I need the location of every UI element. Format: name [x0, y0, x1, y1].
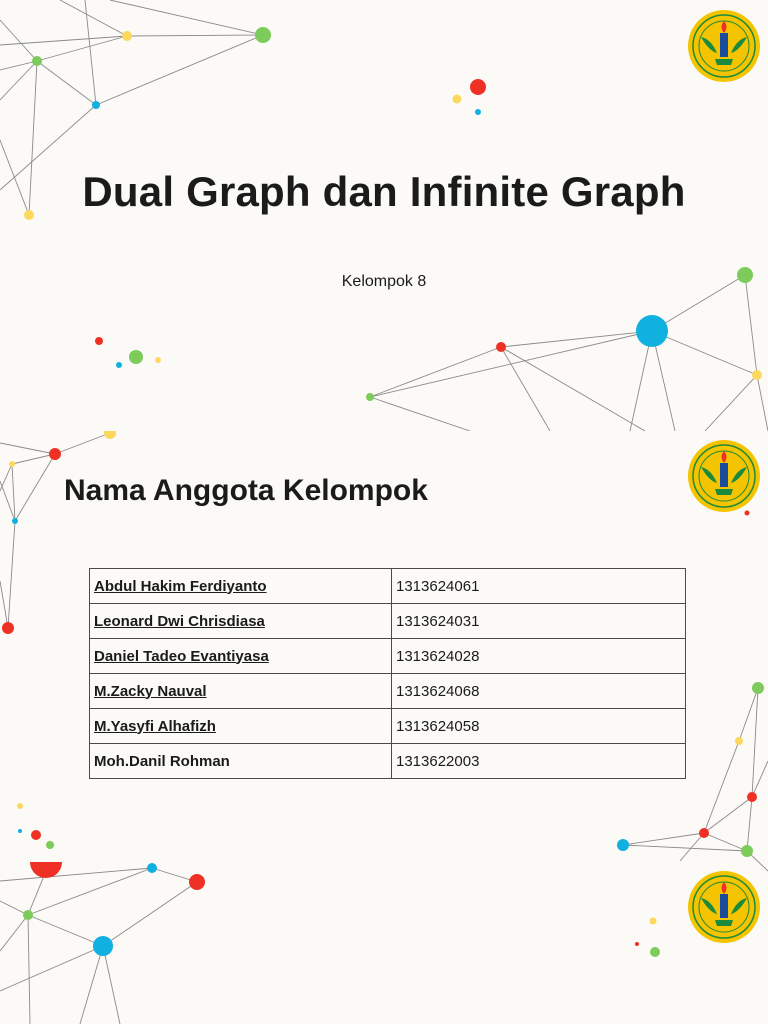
table-row — [90, 569, 686, 604]
member-nim-cell: 1313624058 — [392, 709, 686, 744]
member-nim-cell: 1313624028 — [392, 639, 686, 674]
member-name-cell[interactable] — [90, 639, 392, 674]
member-name-cell — [90, 744, 392, 779]
member-name-link[interactable]: M.Zacky Nauval — [94, 682, 207, 700]
member-nim-cell: 1313624031 — [392, 604, 686, 639]
members-slide — [0, 431, 768, 1024]
page-subtitle: Kelompok 8 — [341, 273, 427, 290]
page-title: Dual Graph dan Infinite Graph — [82, 168, 686, 215]
university-seal-icon — [687, 870, 761, 944]
table-row — [90, 639, 686, 674]
member-name: Moh.Danil Rohman — [94, 752, 230, 770]
section-heading: Nama Anggota Kelompok — [64, 474, 428, 507]
member-name-cell[interactable] — [90, 569, 392, 604]
member-name-link[interactable]: Leonard Dwi Chrisdiasa — [94, 612, 265, 630]
table-row — [90, 674, 686, 709]
table-row — [90, 604, 686, 639]
table-row — [90, 744, 686, 779]
table-row — [90, 709, 686, 744]
member-name-link[interactable]: M.Yasyfi Alhafizh — [94, 717, 216, 735]
member-name-link[interactable]: Daniel Tadeo Evantiyasa — [94, 647, 269, 665]
member-name-cell[interactable] — [90, 604, 392, 639]
title-slide — [0, 0, 768, 431]
member-nim-cell: 1313624068 — [392, 674, 686, 709]
university-seal-icon — [687, 9, 761, 83]
member-name-cell[interactable] — [90, 674, 392, 709]
member-nim-cell: 1313622003 — [392, 744, 686, 779]
university-seal-icon — [687, 439, 761, 513]
member-nim-cell: 1313624061 — [392, 569, 686, 604]
members-table — [89, 568, 686, 779]
member-name-link[interactable]: Abdul Hakim Ferdiyanto — [94, 577, 267, 595]
member-name-cell[interactable] — [90, 709, 392, 744]
